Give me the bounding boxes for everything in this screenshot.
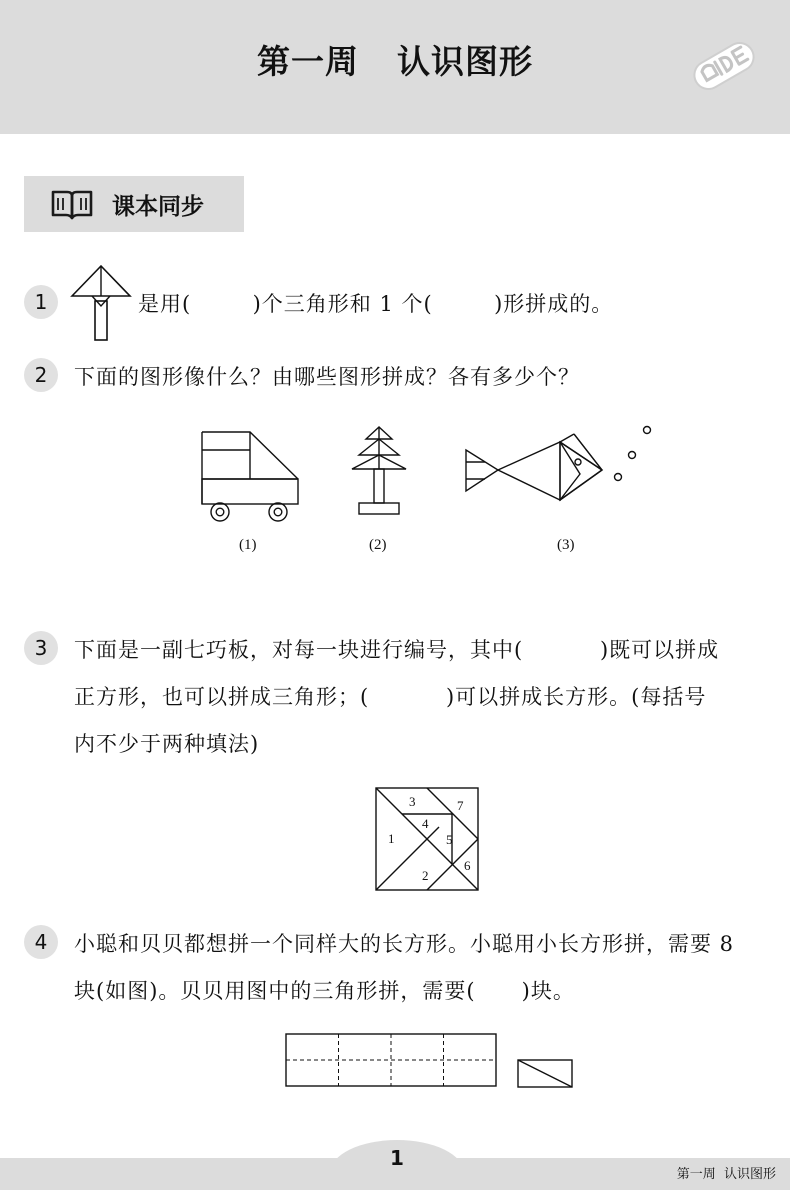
question-3-line-2: 正方形，也可以拼成三角形；( )可以拼成长方形。(每括号 bbox=[74, 685, 707, 709]
tangram-label-7: 7 bbox=[457, 798, 464, 813]
fish-figure bbox=[462, 420, 662, 514]
question-3-line-3: 内不少于两种填法) bbox=[74, 732, 260, 756]
question-3-number: 3 bbox=[24, 631, 58, 665]
question-2-text: 下面的图形像什么？由哪些图形拼成？各有多少个？ bbox=[74, 365, 580, 389]
tangram-label-5: 5 bbox=[446, 832, 453, 847]
section-label: 课本同步 bbox=[112, 194, 204, 220]
question-4-line-1: 小聪和贝贝都想拼一个同样大的长方形。小聪用小长方形拼，需要 8 bbox=[74, 932, 735, 956]
tangram-label-2: 2 bbox=[422, 868, 429, 883]
arrow-shape-figure bbox=[70, 264, 132, 342]
page-title bbox=[0, 36, 790, 83]
title-topic: 认识图形 bbox=[397, 42, 533, 81]
question-2-number: 2 bbox=[24, 358, 58, 392]
title-week: 第一周 bbox=[257, 42, 359, 81]
small-rectangle-triangle-figure bbox=[516, 1058, 574, 1090]
tangram-label-4: 4 bbox=[422, 816, 429, 831]
rectangle-grid-figure bbox=[284, 1032, 498, 1088]
tangram-figure bbox=[374, 786, 480, 892]
tangram-label-3: 3 bbox=[409, 794, 416, 809]
footer-chapter-label: 第一周 认识图形 bbox=[676, 1167, 776, 1182]
caption-figure-2: (2) bbox=[369, 537, 387, 553]
question-4-number: 4 bbox=[24, 925, 58, 959]
caption-figure-3: (3) bbox=[557, 537, 575, 553]
car-figure bbox=[198, 426, 302, 524]
question-3-line-1: 下面是一副七巧板，对每一块进行编号，其中( )既可以拼成 bbox=[74, 638, 720, 662]
question-1-text: 是用( )个三角形和 1 个( )形拼成的。 bbox=[138, 292, 614, 316]
tangram-label-6: 6 bbox=[464, 858, 471, 873]
section-banner bbox=[24, 176, 244, 232]
publisher-logo bbox=[686, 28, 762, 104]
caption-figure-1: (1) bbox=[239, 537, 257, 553]
tangram-label-1: 1 bbox=[388, 831, 395, 846]
tree-figure bbox=[348, 424, 410, 520]
question-1-number: 1 bbox=[24, 285, 58, 319]
page-number: 1 bbox=[390, 1146, 404, 1170]
open-book-icon bbox=[50, 188, 94, 220]
question-4-line-2: 块(如图)。贝贝用图中的三角形拼，需要( )块。 bbox=[74, 979, 575, 1003]
